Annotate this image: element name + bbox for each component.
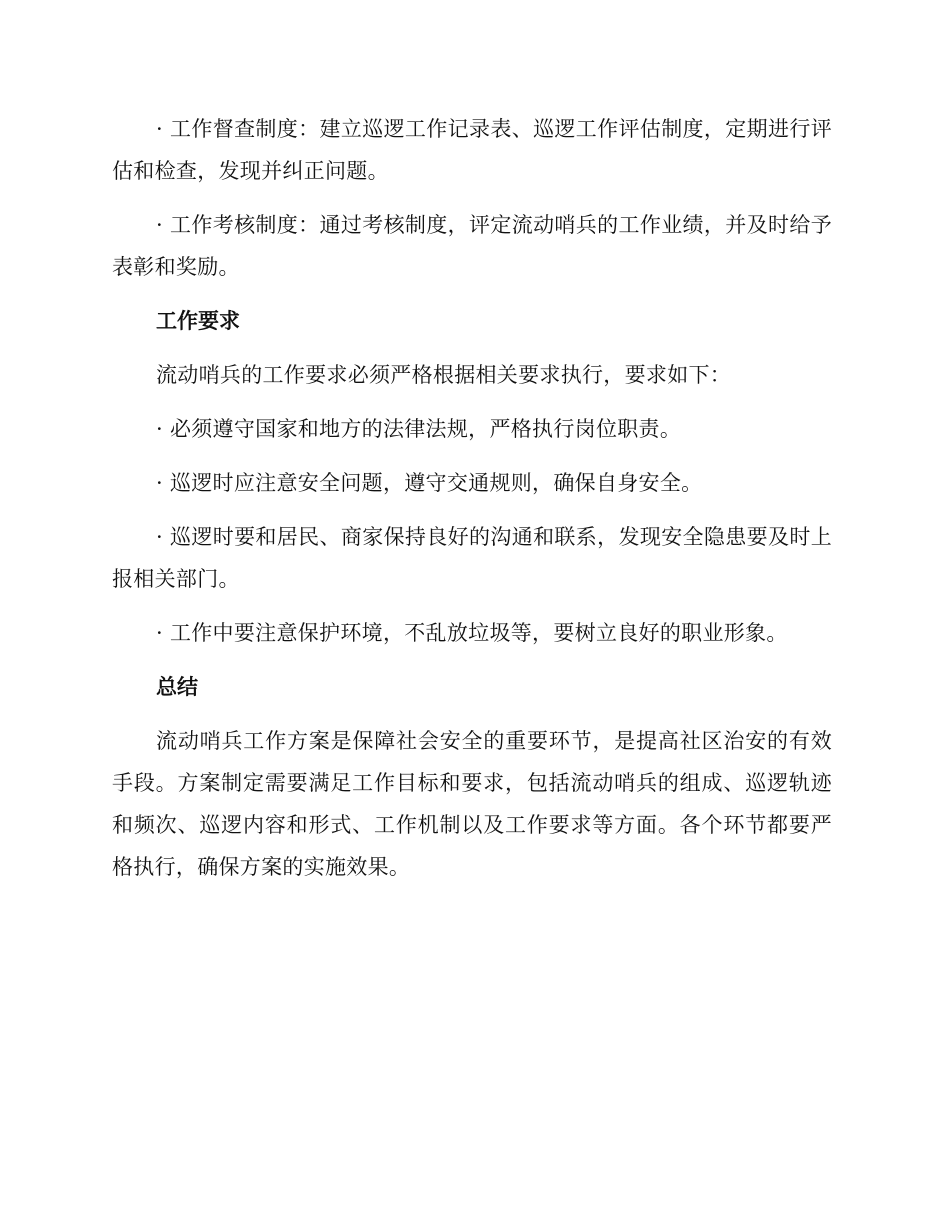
bullet-environment: · 工作中要注意保护环境，不乱放垃圾等，要树立良好的职业形象。 — [156, 621, 788, 645]
heading-work-requirements: 工作要求 — [156, 309, 240, 333]
heading-summary: 总结 — [156, 675, 198, 699]
paragraph-requirements-intro: 流动哨兵的工作要求必须严格根据相关要求执行，要求如下： — [156, 363, 732, 387]
bullet-safety: · 巡逻时应注意安全问题，遵守交通规则，确保自身安全。 — [156, 471, 703, 495]
bullet-supervision-system: · 工作督查制度：建立巡逻工作记录表、巡逻工作评估制度，定期进行评估和检查，发现并纠正问题。 — [112, 117, 832, 183]
bullet-obey-laws: · 必须遵守国家和地方的法律法规，严格执行岗位职责。 — [156, 417, 682, 441]
bullet-communication: · 巡逻时要和居民、商家保持良好的沟通和联系，发现安全隐患要及时上报相关部门。 — [112, 525, 832, 591]
paragraph-summary: 流动哨兵工作方案是保障社会安全的重要环节，是提高社区治安的有效手段。方案制定需要满足工作目标和要求，包括流动哨兵的组成、巡逻轨迹和频次、巡逻内容和形式、工作机制以及工作要求等方面。各个环节都要严格执行，确保方案的实施效果。 — [112, 729, 832, 879]
bullet-assessment-system: · 工作考核制度：通过考核制度，评定流动哨兵的工作业绩，并及时给予表彰和奖励。 — [112, 213, 832, 279]
document-page — [112, 108, 832, 888]
